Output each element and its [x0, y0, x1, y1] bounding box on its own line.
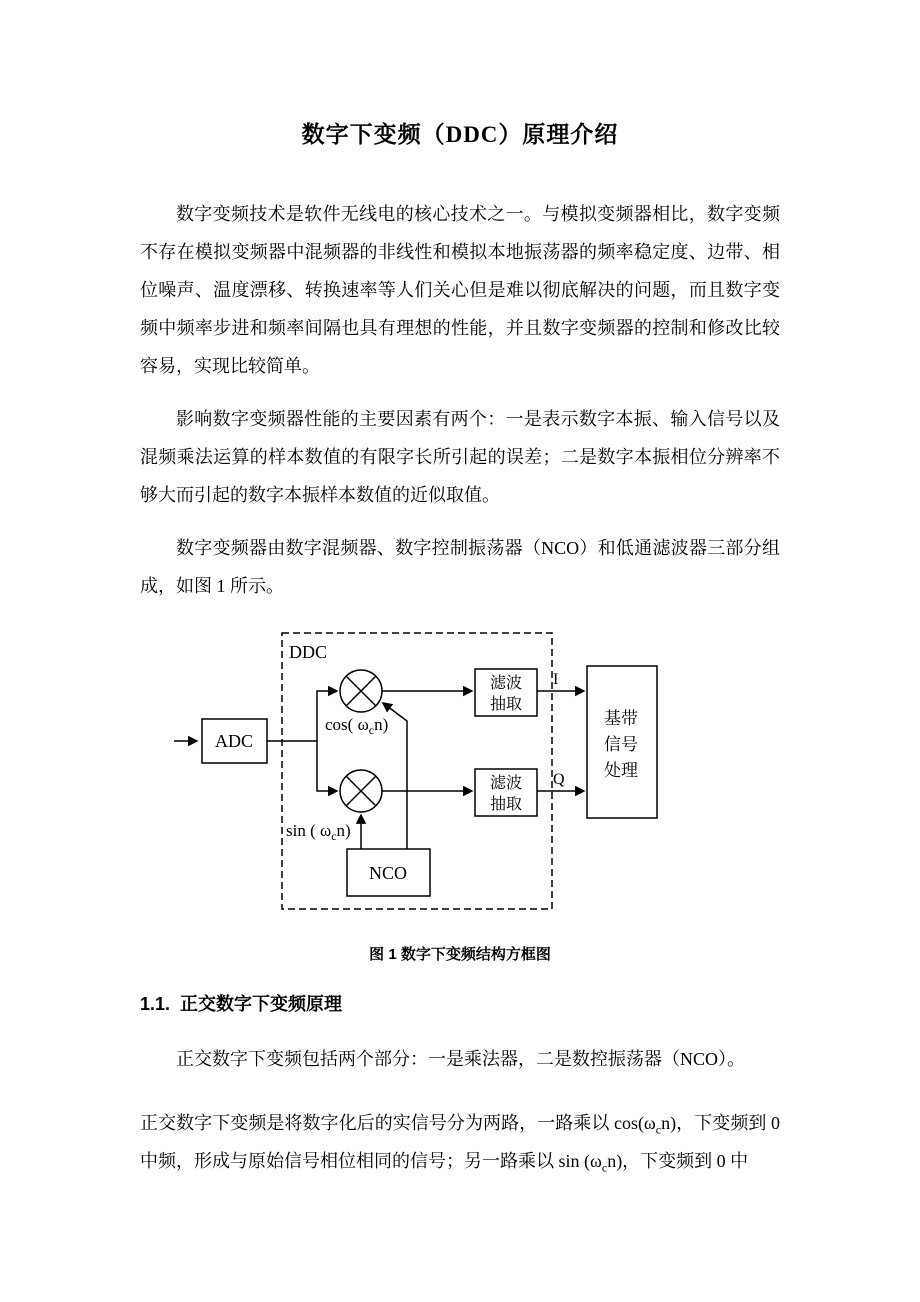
- section-title: 正交数字下变频原理: [180, 994, 343, 1014]
- filter-i-label-line1: 滤波: [489, 675, 523, 692]
- filter-q-label-line2: 抽取: [489, 796, 523, 813]
- math-paragraph-run: 正交数字下变频是将数字化后的实信号分为两路，一路乘以 cos(ω: [140, 1113, 656, 1133]
- cos-label: [325, 715, 388, 737]
- paragraph-intro: 数字变频技术是软件无线电的核心技术之一。与模拟变频器相比，数字变频不存在模拟变频器中混频器的非线性和模拟本地振荡器的频率稳定度、边带、相位噪声、温度漂移、转换速率等人们关心但是难以彻底解决的问题，而且数字变频中频率步进和频率间隔也具有理想的性能，并且数字变频器的控制和修改比较容易，实现比较简单。: [140, 204, 780, 376]
- sin-label-suffix: n): [336, 821, 351, 840]
- baseband-label-line1: 基带: [604, 709, 638, 728]
- paragraph-components: 数字变频器由数字混频器、数字控制振荡器（NCO）和低通滤波器三部分组成，如图 1 所示。: [140, 538, 780, 596]
- sin-label-prefix: sin ( ω: [286, 821, 332, 840]
- filter-i-label-line2: 抽取: [489, 696, 523, 713]
- filter-q-label-line1: 滤波: [489, 775, 523, 792]
- i-signal-label: I: [553, 671, 559, 688]
- nco-label: NCO: [368, 863, 408, 883]
- omega-subscript: c: [601, 1160, 608, 1175]
- section-heading: [140, 990, 780, 1016]
- split-to-sin-mixer-line: [317, 741, 337, 791]
- cos-label-subscript: c: [368, 723, 375, 737]
- paragraph-factors: 影响数字变频器性能的主要因素有两个：一是表示数字本振、输入信号以及混频乘法运算的样本数值的有限字长所引起的误差；二是数字本振相位分辨率不够大而引起的数字本振样本数值的近似取值。: [140, 409, 780, 505]
- figure-caption: 图 1 数字下变频结构方框图: [369, 946, 551, 963]
- cos-label-suffix: n): [374, 715, 389, 734]
- ddc-label: DDC: [289, 642, 328, 662]
- math-paragraph-run: n)，下变频到 0 中频，形成与原始信号相位相同的信号；另一路乘以 sin (ω: [140, 1113, 780, 1171]
- baseband-label-line3: 处理: [604, 761, 638, 780]
- q-signal-label: Q: [553, 771, 565, 788]
- omega-subscript: c: [655, 1122, 662, 1137]
- sin-label-subscript: c: [331, 829, 337, 843]
- adc-label: ADC: [214, 731, 254, 751]
- cos-label-prefix: cos( ω: [325, 715, 369, 734]
- paragraph-quadrature-parts: 正交数字下变频包括两个部分：一是乘法器，二是数控振荡器（NCO）。: [176, 1049, 746, 1069]
- section-number: 1.1.: [140, 994, 171, 1014]
- ddc-block-diagram: [162, 629, 802, 919]
- baseband-label-line2: 信号: [604, 735, 638, 754]
- page-title: 数字下变频（DDC）原理介绍: [301, 122, 619, 147]
- paragraph-quadrature-detail: [140, 1104, 780, 1180]
- figure-ddc: [140, 629, 780, 964]
- sin-label: [286, 821, 351, 843]
- math-paragraph-run: n)，下变频到 0 中: [607, 1151, 749, 1171]
